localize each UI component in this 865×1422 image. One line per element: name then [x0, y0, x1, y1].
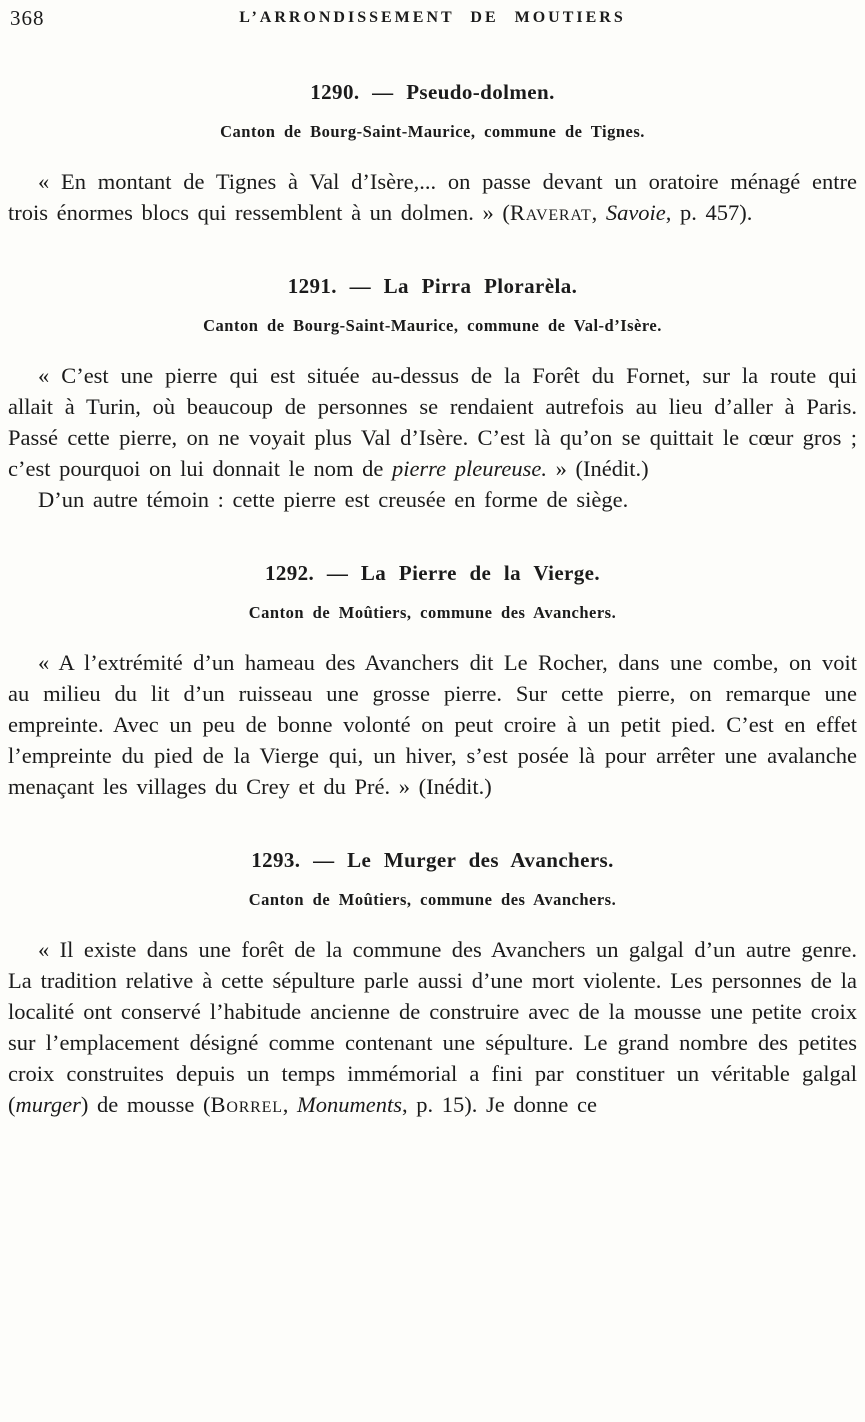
- entry-body: [8, 647, 857, 802]
- body-text: , p. 15). Je donne ce: [402, 1092, 597, 1117]
- italic-text: murger: [15, 1092, 81, 1117]
- italic-text: Savoie: [605, 200, 666, 225]
- paragraph: [8, 934, 857, 1120]
- running-title: L’ARRONDISSEMENT DE MOUTIERS: [239, 9, 626, 26]
- sections-container: [8, 80, 857, 1120]
- entry-body: [8, 934, 857, 1120]
- body-text: ,: [591, 200, 606, 225]
- entry-section: [8, 274, 857, 515]
- smallcaps-text: Raverat: [509, 200, 592, 225]
- entry-title: 1291. — La Pirra Plorarèla.: [287, 274, 578, 298]
- smallcaps-text: Borrel: [210, 1092, 283, 1117]
- italic-text: Monuments: [297, 1092, 403, 1117]
- entry-canton: Canton de Moûtiers, commune des Avanchers.: [248, 603, 617, 622]
- entry-section: [8, 80, 857, 228]
- body-text: » (Inédit.): [546, 456, 649, 481]
- body-text: , p. 457).: [665, 200, 753, 225]
- body-text: ) de mousse (: [80, 1092, 211, 1117]
- entry-title: 1292. — La Pierre de la Vierge.: [264, 561, 601, 585]
- body-text: ,: [282, 1092, 298, 1117]
- body-text: « A l’extrémité d’un hameau des Avanchers dit Le Rocher, dans une combe, on voit au milieu du lit d’un ruisseau une grosse pierre. Sur cette pierre, on remarque une empreinte. Avec un peu de bonne volonté on peut croire à un petit pied. C’est en effet l’empreinte du pied de la Vierge qui, un hiver, s’est posée là pour arrêter une avalanche menaçant les villages du Crey et du Pré. » (Inédit.): [8, 650, 857, 799]
- entry-body: [8, 360, 857, 515]
- entry-section: [8, 561, 857, 802]
- italic-text: pierre pleureuse.: [391, 456, 547, 481]
- paragraph: [8, 360, 857, 484]
- entry-body: [8, 166, 857, 228]
- entry-canton: Canton de Moûtiers, commune des Avanchers.: [248, 890, 617, 909]
- body-text: « En montant de Tignes à Val d’Isère,... on passe devant un oratoire ménagé entre trois énormes blocs qui ressemblent à un dolmen. » (: [8, 169, 857, 225]
- body-text: « Il existe dans une forêt de la commune des Avanchers un galgal d’un autre genre. La tradition relative à cette sépulture parle aussi d’une mort violente. Les personnes de la localité ont conservé l’habitude ancienne de construire avec de la mousse une petite croix sur l’emplacement désigné comme contenant une sépulture. Le grand nombre des petites croix construites depuis un temps immémorial a fini par constituer un véritable galgal (: [8, 937, 857, 1117]
- page-header: [8, 6, 857, 38]
- entry-canton: Canton de Bourg-Saint-Maurice, commune de Val-d’Isère.: [203, 316, 662, 335]
- entry-title: 1293. — Le Murger des Avanchers.: [251, 848, 614, 872]
- entry-canton: Canton de Bourg-Saint-Maurice, commune de Tignes.: [220, 122, 645, 141]
- body-text: D’un autre témoin : cette pierre est creusée en forme de siège.: [38, 487, 629, 512]
- paragraph: [8, 484, 857, 515]
- paragraph: [8, 166, 857, 228]
- entry-section: [8, 848, 857, 1120]
- paragraph: [8, 647, 857, 802]
- page-number: 368: [10, 6, 45, 30]
- entry-title: 1290. — Pseudo-dolmen.: [310, 80, 555, 104]
- body-text: « C’est une pierre qui est située au-dessus de la Forêt du Fornet, sur la route qui allait à Turin, où beaucoup de personnes se rendaient autrefois au lieu d’aller à Paris. Passé cette pierre, on ne voyait plus Val d’Isère. C’est là qu’on se quittait le cœur gros ; c’est pourquoi on lui donnait le nom de: [8, 363, 857, 481]
